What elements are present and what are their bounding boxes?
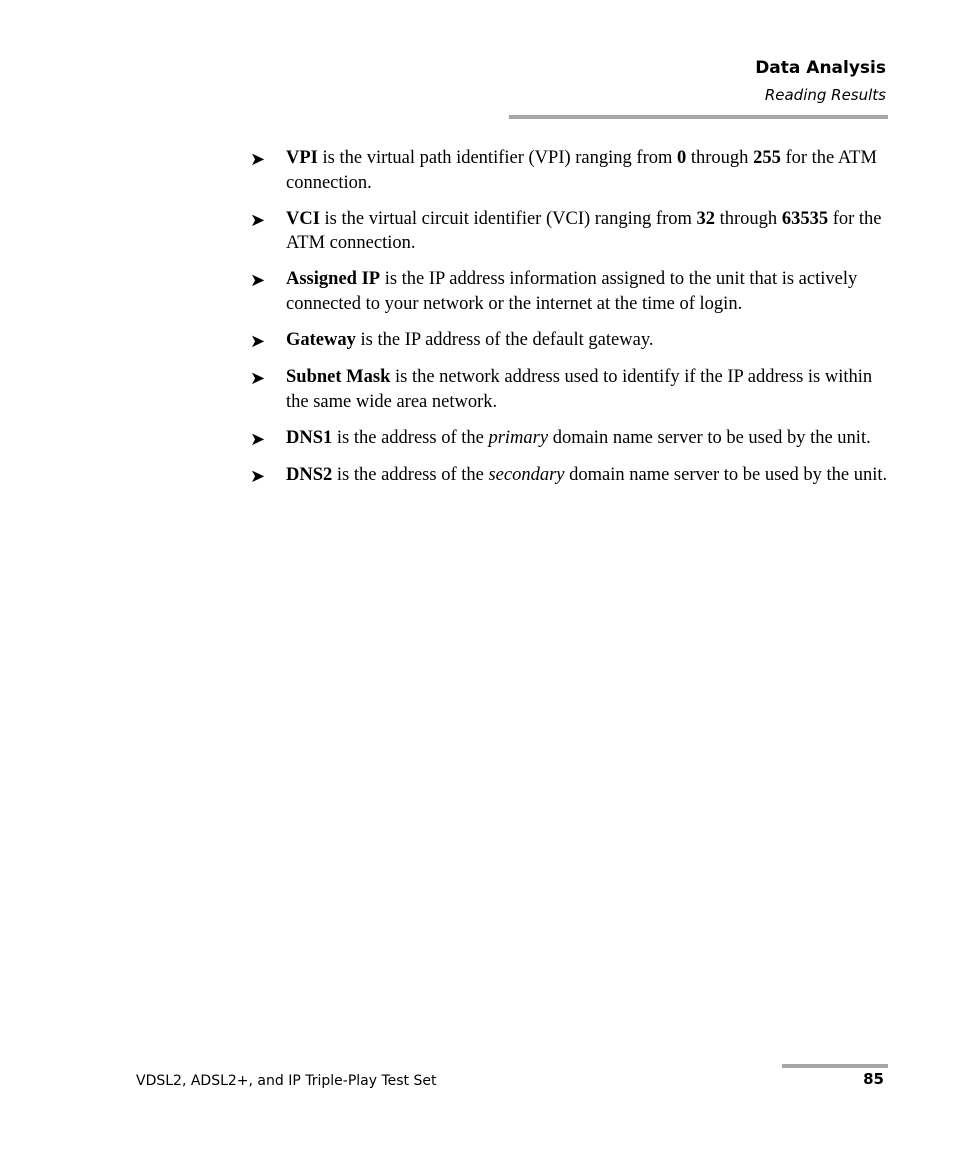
footer-rule [782,1064,888,1068]
list-item-gateway [250,328,890,354]
term-vpi: VPI [286,148,318,168]
list-item-vpi [250,146,890,195]
term-vci: VCI [286,208,320,229]
list-item-assigned-ip [250,267,890,316]
term-subnet-mask: Subnet Mask [286,367,391,387]
list-item-subnet-mask [250,365,890,414]
running-header [755,56,886,106]
list-item-text: DNS1 is the address of the primary domain name server to be used by the unit. [286,427,871,448]
term-gateway: Gateway [286,329,356,350]
list-item-text: VPI is the virtual path identifier (VPI) ranging from 0 through 255 for the ATM connection. [286,148,877,193]
list-item-text: Assigned IP is the IP address information assigned to the unit that is actively connected to your network or the internet at the time of login. [286,269,858,314]
footer-doc-title: VDSL2, ADSL2+, and IP Triple-Play Test Set [136,1073,437,1089]
bullet-list [250,146,890,501]
page-number: 85 [863,1070,884,1088]
term-assigned-ip: Assigned IP [286,269,381,289]
list-item-text: Subnet Mask is the network address used to identify if the IP address is within the same wide area network. [286,367,873,412]
arrowhead-icon: ➤ [250,270,266,290]
arrowhead-icon: ➤ [250,368,266,388]
chapter-title: Data Analysis [755,58,886,78]
arrowhead-icon: ➤ [250,209,266,230]
arrowhead-icon: ➤ [250,466,266,486]
list-item-dns2 [250,463,890,489]
list-item-text: DNS2 is the address of the secondary domain name server to be used by the unit. [286,465,888,485]
arrowhead-icon: ➤ [250,428,266,449]
header-rule [509,115,888,119]
arrowhead-icon: ➤ [250,330,266,351]
list-item-text: Gateway is the IP address of the default gateway. [286,329,654,350]
term-dns1: DNS1 [286,427,333,448]
section-title: Reading Results [764,86,886,104]
list-item-vci [250,207,890,256]
list-item-text: VCI is the virtual circuit identifier (VCI) ranging from 32 through 63535 for the ATM connection. [286,208,882,253]
term-dns2: DNS2 [286,465,333,485]
list-item-dns1 [250,426,890,452]
arrowhead-icon: ➤ [250,149,266,169]
